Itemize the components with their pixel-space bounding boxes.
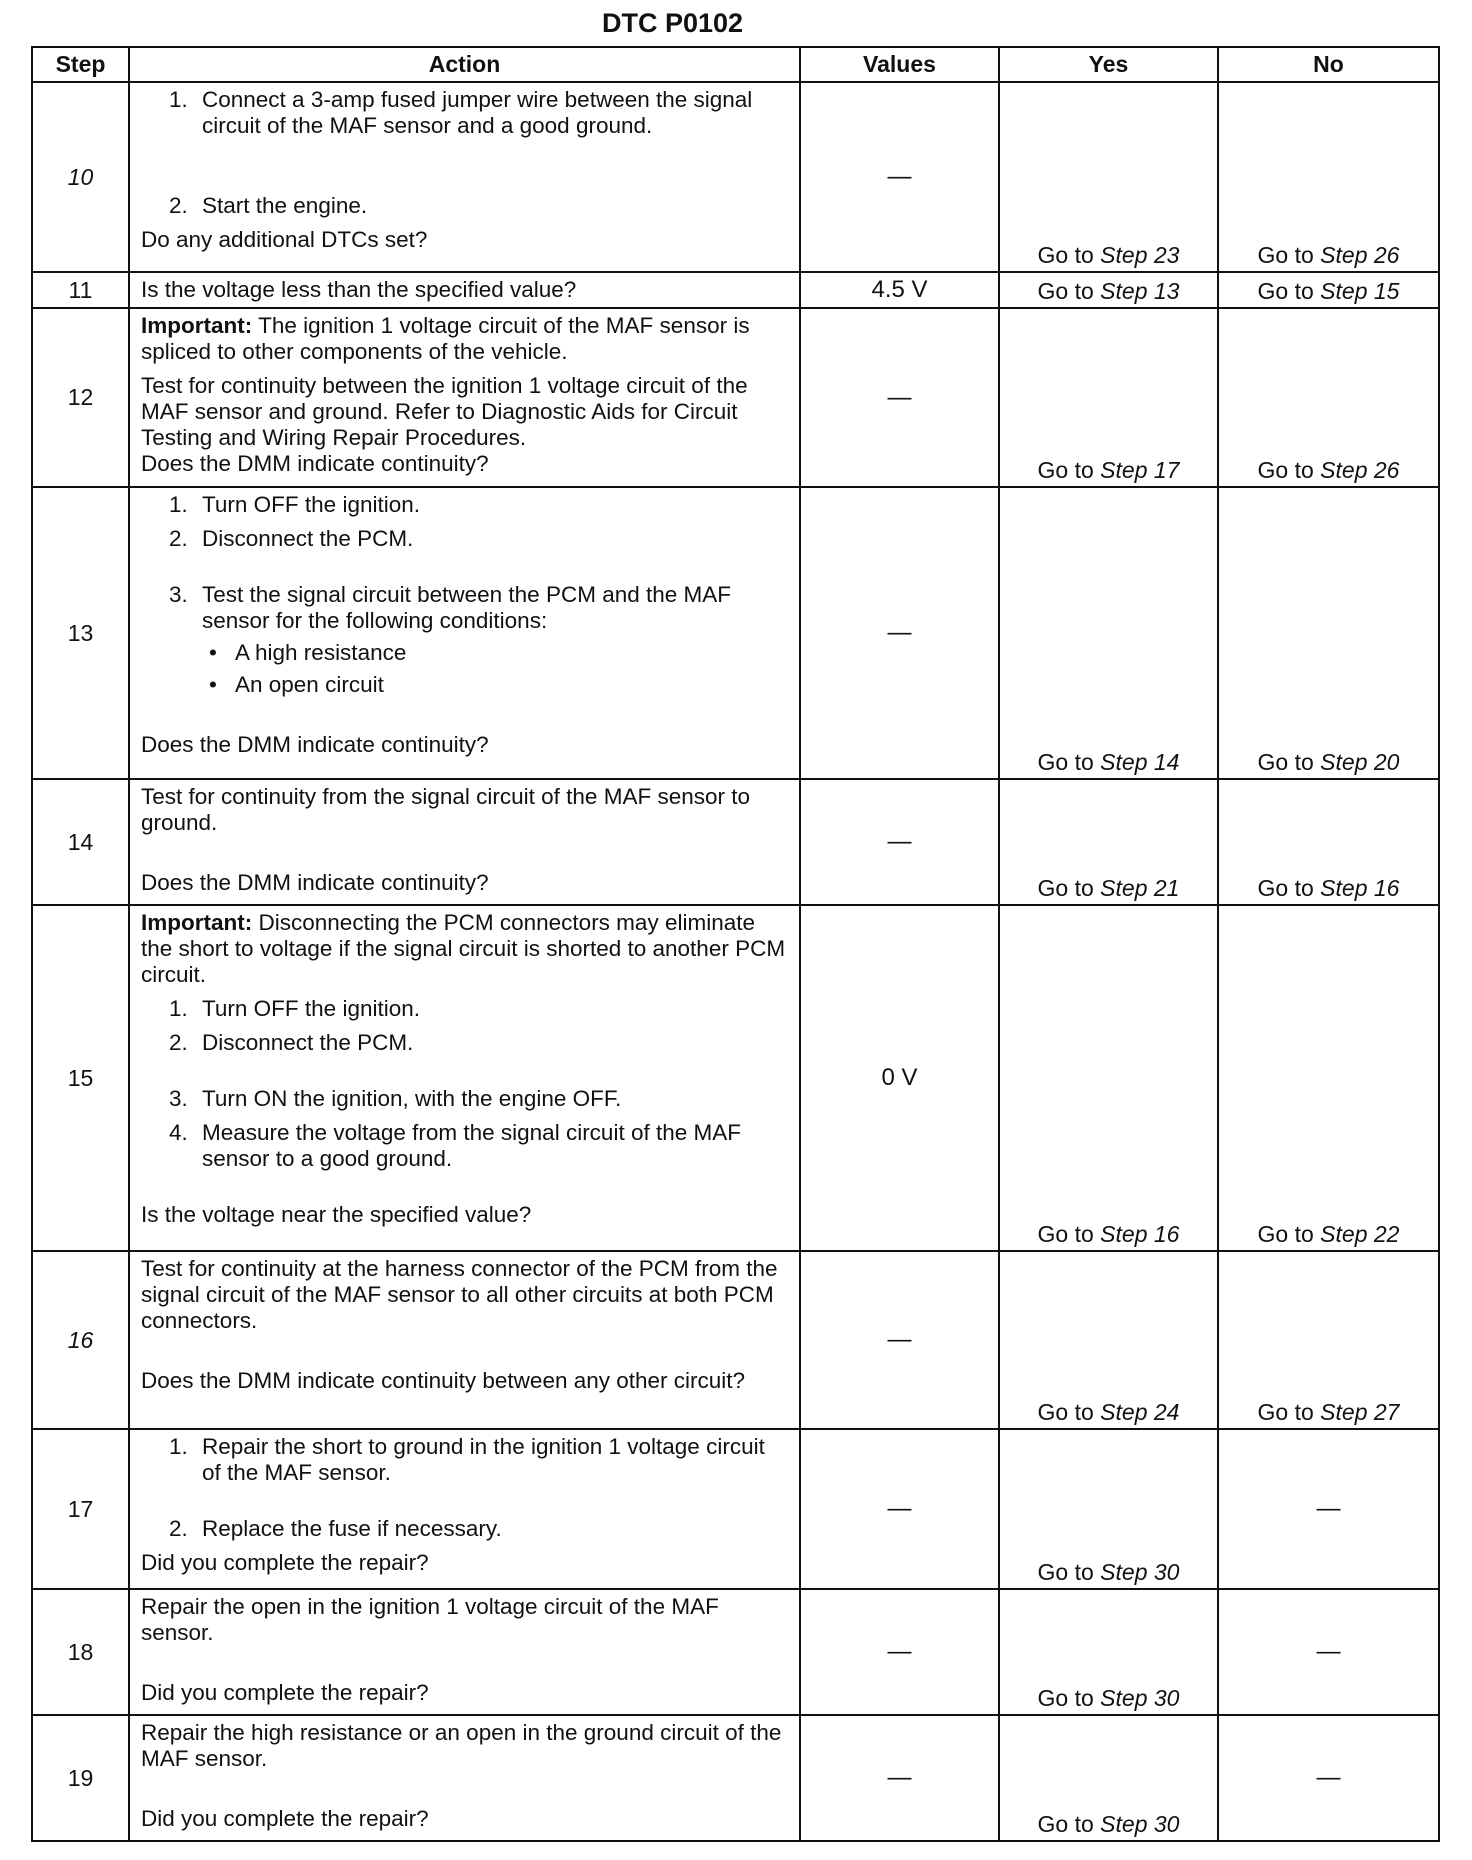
action-cell	[129, 82, 800, 272]
page-title: DTC P0102	[601, 8, 744, 38]
table-row	[32, 905, 1439, 1251]
action-item: 2. Start the engine.	[169, 193, 368, 218]
action-cell	[129, 1715, 800, 1841]
action-question: Does the DMM indicate continuity?	[141, 870, 489, 895]
action-text: Test for continuity from the signal circuit of the MAF sensor to ground.	[141, 784, 750, 835]
action-item: 1. Turn OFF the ignition.	[169, 492, 421, 517]
no-cell: —	[1218, 1715, 1439, 1841]
action-cell	[129, 272, 800, 308]
action-cell	[129, 308, 800, 487]
action-question: Did you complete the repair?	[141, 1806, 429, 1831]
header-values: Values	[800, 47, 999, 82]
action-item: 2. Replace the fuse if necessary.	[169, 1516, 502, 1541]
action-item: 2. Disconnect the PCM.	[169, 1030, 414, 1055]
action-item: 2. Disconnect the PCM.	[169, 526, 414, 551]
table-row	[32, 1429, 1439, 1589]
important-note: Important: Disconnecting the PCM connectors may eliminate the short to voltage if the signal circuit is shorted to another PCM circuit.	[141, 910, 786, 987]
table-row	[32, 1251, 1439, 1429]
no-cell: Go to Step 26	[1218, 82, 1439, 272]
header-yes: Yes	[999, 47, 1218, 82]
step-number: 17	[32, 1429, 129, 1589]
value-cell: —	[800, 487, 999, 779]
action-cell	[129, 1589, 800, 1715]
yes-cell: Go to Step 14	[999, 487, 1218, 779]
action-question: Did you complete the repair?	[141, 1680, 429, 1705]
no-cell: —	[1218, 1589, 1439, 1715]
no-cell: Go to Step 26	[1218, 308, 1439, 487]
header-row	[32, 47, 1439, 82]
action-question: Did you complete the repair?	[141, 1550, 429, 1575]
value-cell: —	[800, 1251, 999, 1429]
value-cell: —	[800, 1429, 999, 1589]
table-row	[32, 1715, 1439, 1841]
action-cell	[129, 779, 800, 905]
bullet-item: • A high resistance	[209, 640, 407, 665]
step-number: 13	[32, 487, 129, 779]
header-step: Step	[32, 47, 129, 82]
table-row	[32, 308, 1439, 487]
table-row	[32, 487, 1439, 779]
value-cell: —	[800, 1589, 999, 1715]
value-cell: 4.5 V	[800, 272, 999, 308]
action-question: Does the DMM indicate continuity?	[141, 732, 489, 757]
action-question: Does the DMM indicate continuity?	[141, 451, 489, 476]
step-number: 16	[32, 1251, 129, 1429]
action-cell	[129, 1251, 800, 1429]
step-number: 18	[32, 1589, 129, 1715]
action-item: 1. Repair the short to ground in the ignition 1 voltage circuit of the MAF sensor.	[169, 1434, 765, 1485]
action-question: Do any additional DTCs set?	[141, 227, 428, 252]
action-item: 4. Measure the voltage from the signal circuit of the MAF sensor to a good ground.	[169, 1120, 741, 1171]
value-cell: 0 V	[800, 905, 999, 1251]
value-cell: —	[800, 1715, 999, 1841]
no-cell: Go to Step 16	[1218, 779, 1439, 905]
action-cell	[129, 1429, 800, 1589]
table-row	[32, 1589, 1439, 1715]
value-cell: —	[800, 779, 999, 905]
action-item: 3. Test the signal circuit between the PCM and the MAF sensor for the following conditions:	[169, 582, 732, 633]
table-row	[32, 779, 1439, 905]
no-cell: Go to Step 15	[1218, 272, 1439, 308]
action-text: Repair the open in the ignition 1 voltage circuit of the MAF sensor.	[141, 1594, 719, 1645]
step-number: 14	[32, 779, 129, 905]
step-number: 11	[32, 272, 129, 308]
step-number: 12	[32, 308, 129, 487]
yes-cell: Go to Step 30	[999, 1715, 1218, 1841]
yes-cell: Go to Step 21	[999, 779, 1218, 905]
action-question: Is the voltage near the specified value?	[141, 1202, 532, 1227]
action-cell	[129, 487, 800, 779]
action-item: 1. Connect a 3-amp fused jumper wire between the signal circuit of the MAF sensor and a good ground.	[169, 87, 753, 138]
no-cell: Go to Step 27	[1218, 1251, 1439, 1429]
value-cell: —	[800, 82, 999, 272]
action-text: Repair the high resistance or an open in the ground circuit of the MAF sensor.	[141, 1720, 782, 1771]
dtc-table	[31, 46, 1440, 1842]
value-cell: —	[800, 308, 999, 487]
yes-cell: Go to Step 17	[999, 308, 1218, 487]
header-no: No	[1218, 47, 1439, 82]
yes-cell: Go to Step 16	[999, 905, 1218, 1251]
step-number: 15	[32, 905, 129, 1251]
yes-cell: Go to Step 30	[999, 1429, 1218, 1589]
yes-cell: Go to Step 24	[999, 1251, 1218, 1429]
action-cell	[129, 905, 800, 1251]
action-question: Is the voltage less than the specified value?	[141, 277, 577, 302]
step-number: 19	[32, 1715, 129, 1841]
table-row	[32, 82, 1439, 272]
no-cell: Go to Step 20	[1218, 487, 1439, 779]
action-text: Test for continuity at the harness connector of the PCM from the signal circuit of the MAF sensor to all other circuits at both PCM connectors.	[141, 1256, 778, 1333]
yes-cell: Go to Step 23	[999, 82, 1218, 272]
bullet-item: • An open circuit	[209, 672, 384, 697]
step-number: 10	[32, 82, 129, 272]
action-item: 1. Turn OFF the ignition.	[169, 996, 421, 1021]
no-cell: Go to Step 22	[1218, 905, 1439, 1251]
action-item: 3. Turn ON the ignition, with the engine OFF.	[169, 1086, 622, 1111]
important-note: Important: The ignition 1 voltage circuit of the MAF sensor is spliced to other components of the vehicle.	[141, 313, 750, 364]
yes-cell: Go to Step 13	[999, 272, 1218, 308]
action-text: Test for continuity between the ignition 1 voltage circuit of the MAF sensor and ground. Refer to Diagnostic Aids for Circuit Testing and Wiring Repair Procedures.	[141, 373, 748, 450]
header-action: Action	[129, 47, 800, 82]
table-row	[32, 272, 1439, 308]
no-cell: —	[1218, 1429, 1439, 1589]
action-question: Does the DMM indicate continuity between any other circuit?	[141, 1368, 746, 1393]
yes-cell: Go to Step 30	[999, 1589, 1218, 1715]
